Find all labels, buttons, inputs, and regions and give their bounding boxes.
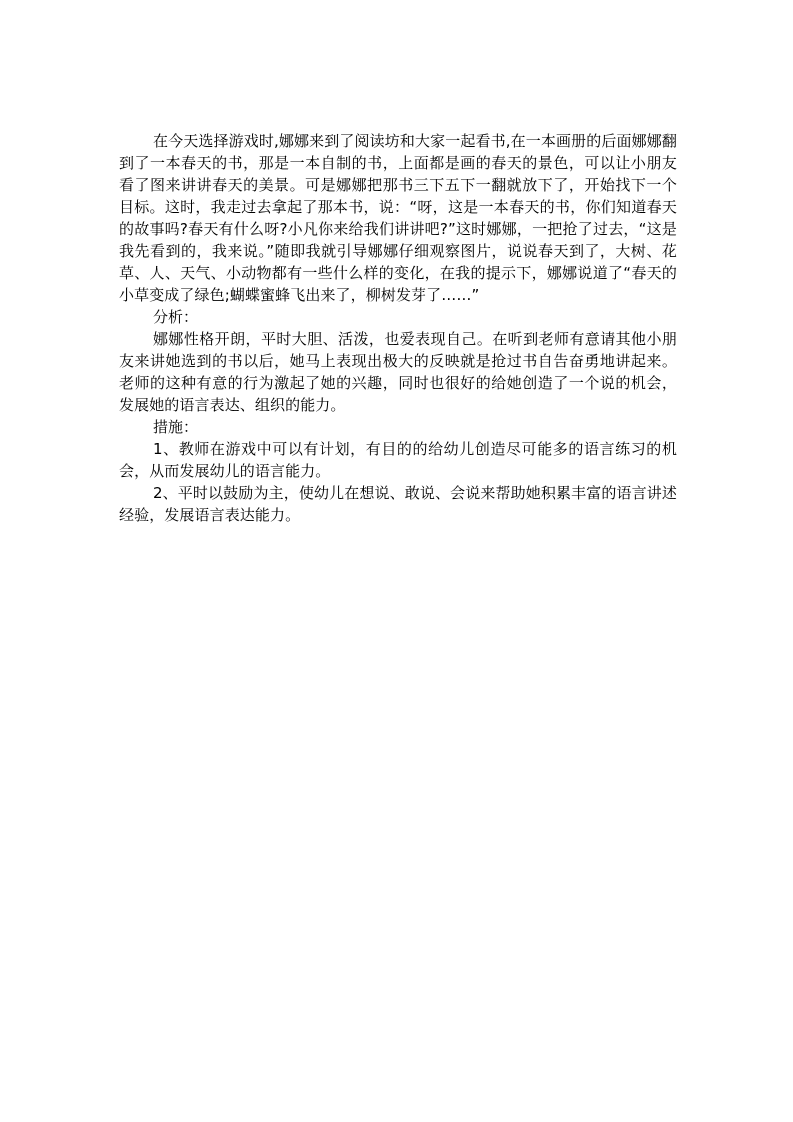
analysis-paragraph: 娜娜性格开朗，平时大胆、活泼，也爱表现自己。在听到老师有意请其他小朋友来讲她选到的书以后，她马上表现出极大的反映就是抢过书自告奋勇地讲起来。老师的这种有意的行为激起了她的兴趣，同时也很好的给她创造了一个说的机会，发展她的语言表达、组织的能力。	[119, 330, 677, 414]
analysis-heading: 分析：	[153, 308, 199, 326]
story-paragraph: 在今天选择游戏时,娜娜来到了阅读坊和大家一起看书,在一本画册的后面娜娜翻到了一本春天的书，那是一本自制的书，上面都是画的春天的景色，可以让小朋友看了图来讲讲春天的美景。可是娜娜把那书三下五下一翻就放下了，开始找下一个目标。这时，我走过去拿起了那本书，说：“呀，这是一本春天的书，你们知道春天的故事吗?春天有什么呀?小凡你来给我们讲讲吧?”这时娜娜，一把抢了过去，“这是我先看到的，我来说。”随即我就引导娜娜仔细观察图片，说说春天到了，大树、花草、人、天气、小动物都有一些什么样的变化，在我的提示下，娜娜说道了“春天的小草变成了绿色;蝴蝶蜜蜂飞出来了，柳树发芽了……”	[119, 132, 677, 304]
measure-item-2: 2、平时以鼓励为主，使幼儿在想说、敢说、会说来帮助她积累丰富的语言讲述经验，发展语言表达能力。	[119, 484, 677, 524]
measures-heading: 措施：	[153, 418, 199, 436]
document-body	[119, 130, 677, 526]
measure-item-1: 1、教师在游戏中可以有计划，有目的的给幼儿创造尽可能多的语言练习的机会，从而发展幼儿的语言能力。	[119, 440, 677, 480]
